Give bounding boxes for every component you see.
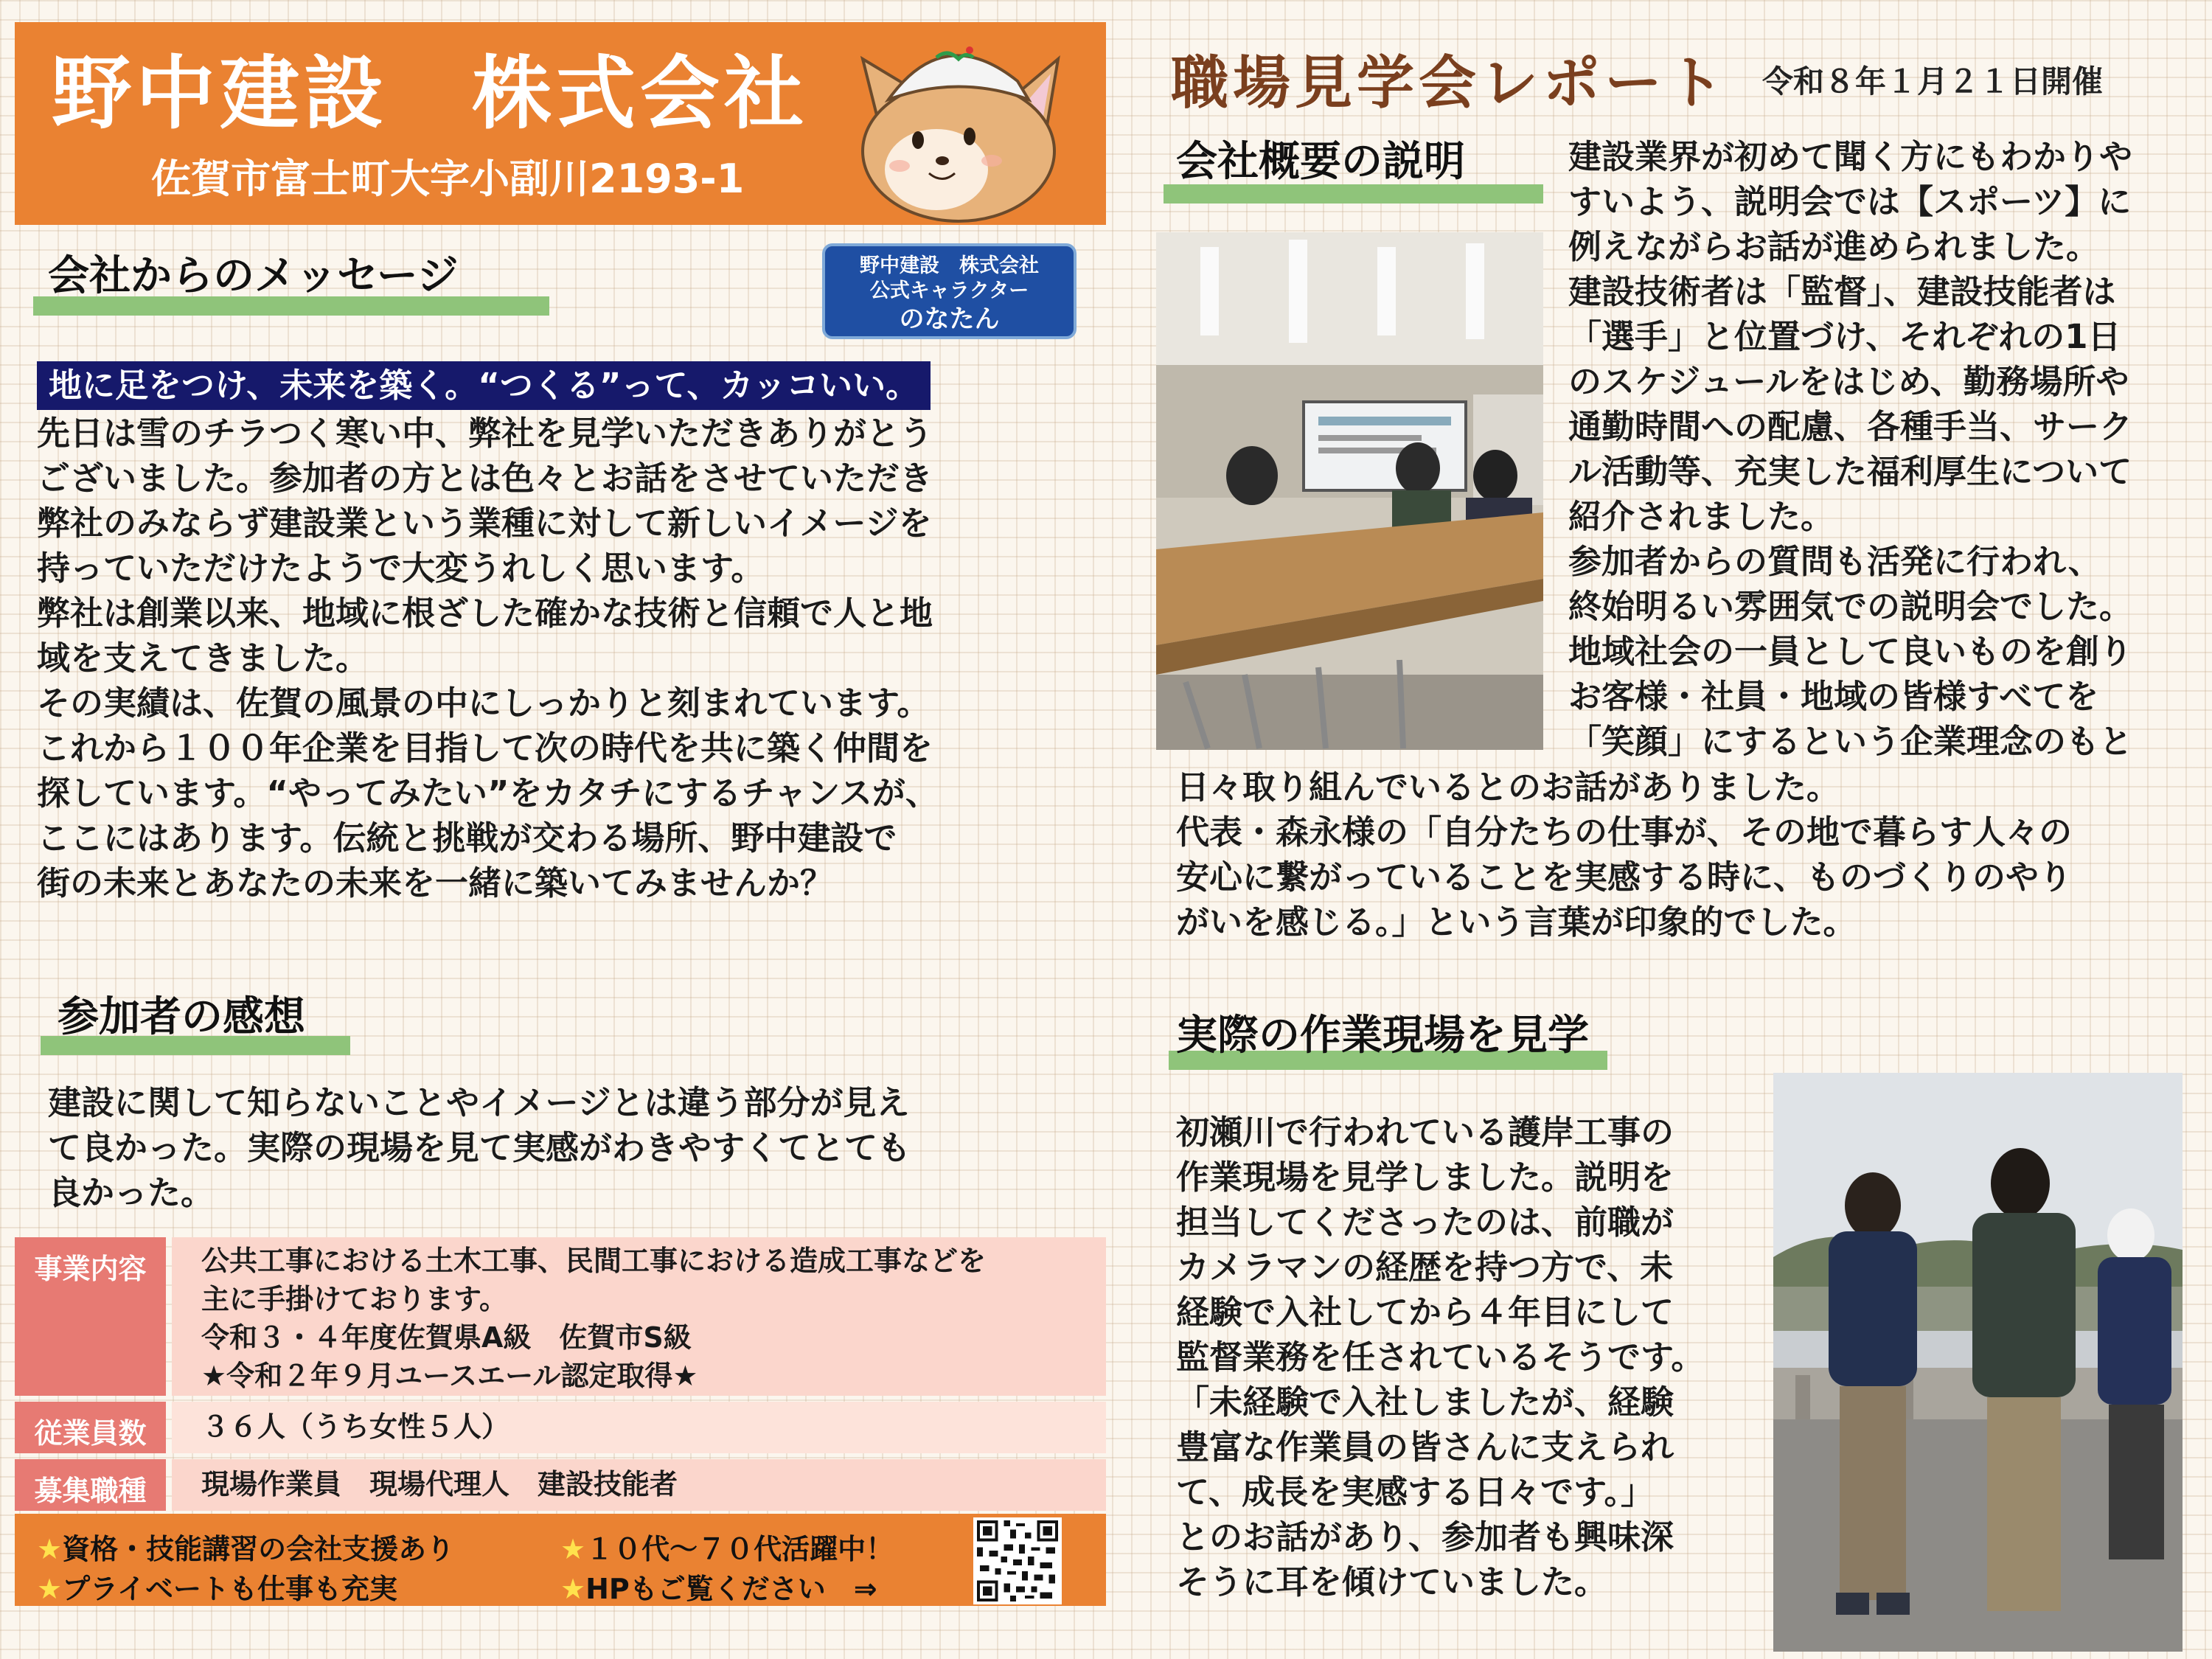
- business-line: ★令和２年９月ユースエール認定取得★: [201, 1360, 698, 1392]
- business-line: 令和３・４年度佐賀県A級 佐賀市S級: [201, 1321, 692, 1354]
- mascot-name: のなたん: [899, 305, 1000, 334]
- impression-line: て良かった。実際の現場を見て実感がわきやすくてとても: [48, 1128, 911, 1167]
- message-line: 先日は雪のチラつく寒い中、弊社を見学いただきありがとう: [37, 414, 933, 453]
- highlight-item: ★プライベートも仕事も充実: [37, 1573, 397, 1605]
- jobs-value: 現場作業員 現場代理人 建設技能者: [172, 1459, 1106, 1511]
- overview-line: のスケジュールをはじめ、勤務場所や: [1568, 362, 2129, 401]
- site-line: 豊富な作業員の皆さんに支えられ: [1176, 1427, 1674, 1467]
- employees-value: ３６人（うち女性５人）: [172, 1402, 1106, 1453]
- site-text: [1176, 1110, 1781, 1604]
- site-line: とのお話があり、参加者も興味深: [1176, 1517, 1674, 1557]
- overview-line: お客様・社員・地域の皆様すべてを: [1568, 677, 2099, 716]
- overview-full-text: [1176, 765, 2201, 945]
- message-body: [37, 411, 1113, 905]
- report-date: 令和８年１月２１日開催: [1762, 63, 2104, 100]
- impression-line: 良かった。: [48, 1173, 215, 1212]
- overview-line: がいを感じる。」という言葉が印象的でした。: [1176, 902, 1857, 942]
- company-address: 佐賀市富士町大字小副川2193-1: [151, 156, 745, 202]
- site-line: 担当してくださったのは、前職が: [1176, 1203, 1674, 1242]
- overview-heading: 会社概要の説明: [1176, 138, 1465, 186]
- star-icon: ★: [37, 1533, 63, 1565]
- overview-line: 建設技術者は「監督」、建設技能者は: [1568, 272, 2116, 311]
- highlight-item: ★１０代～７０代活躍中！: [560, 1533, 894, 1565]
- message-line: 弊社は創業以来、地域に根ざした確かな技術と信頼で人と地: [37, 594, 933, 633]
- site-line: て、成長を実感する日々です。」: [1176, 1472, 1655, 1512]
- message-line: ここにはあります。伝統と挑戦が交わる場所、野中建設で: [37, 818, 897, 858]
- star-icon: ★: [37, 1573, 63, 1605]
- message-line: 持っていただけたようで大変うれしく思います。: [37, 549, 765, 588]
- overview-line: 「笑顔」にするという企業理念のもと: [1568, 722, 2133, 761]
- site-line: そうに耳を傾けていました。: [1176, 1562, 1608, 1601]
- company-info-table: [15, 1237, 1106, 1517]
- homepage-link[interactable]: ★HPもご覧ください ⇒: [560, 1573, 877, 1605]
- highlight-item: ★資格・技能講習の会社支援あり: [37, 1533, 455, 1565]
- message-line: 探しています。“やってみたい”をカタチにするチャンスが、: [37, 773, 939, 813]
- employees-label: 従業員数: [15, 1402, 166, 1453]
- business-label: 事業内容: [15, 1237, 166, 1396]
- message-line: これから１００年企業を目指して次の時代を共に築く仲間を: [37, 728, 933, 768]
- info-row-business: [15, 1237, 1106, 1396]
- star-icon: ★: [560, 1573, 586, 1605]
- report-title: 職場見学会レポート: [1171, 50, 1729, 116]
- site-heading: 実際の作業現場を見学: [1176, 1012, 1589, 1060]
- message-heading: 会社からのメッセージ: [48, 252, 459, 300]
- business-line: 公共工事における土木工事、民間工事における造成工事などを: [201, 1245, 987, 1277]
- overview-line: 例えながらお話が進められました。: [1568, 227, 2100, 266]
- impressions-heading: 参加者の感想: [58, 993, 305, 1041]
- info-row-employees: [15, 1402, 1106, 1453]
- mascot-illustration: [848, 29, 1069, 225]
- overview-line: 紹介されました。: [1568, 497, 1834, 536]
- overview-line: 日々取り組んでいるとのお話がありました。: [1176, 768, 1840, 807]
- message-line: ございました。参加者の方とは色々とお話をさせていただき: [37, 459, 933, 498]
- business-line: 主に手掛けております。: [201, 1283, 507, 1315]
- star-icon: ★: [560, 1533, 586, 1565]
- overview-line: 参加者からの質問も活発に行われ、: [1568, 542, 2101, 581]
- overview-line: 安心に繋がっていることを実感する時に、ものづくりのやり: [1176, 858, 2073, 897]
- jobs-label: 募集職種: [15, 1459, 166, 1511]
- overview-line: すいよう、説明会では【スポーツ】に: [1568, 182, 2132, 221]
- message-line: 街の未来とあなたの未来を一緒に築いてみませんか？: [37, 863, 834, 902]
- message-line: 域を支えてきました。: [37, 639, 369, 678]
- mascot-badge-company: 野中建設 株式会社: [860, 254, 1039, 277]
- overview-line: 建設業界が初めて聞く方にもわかりや: [1568, 137, 2133, 176]
- impression-line: 建設に関して知らないことやイメージとは違う部分が見え: [48, 1083, 910, 1122]
- info-row-jobs: [15, 1459, 1106, 1511]
- qr-code-icon[interactable]: [973, 1517, 1062, 1604]
- overview-line: 通勤時間への配慮、各種手当、サーク: [1568, 407, 2133, 446]
- message-line: 弊社のみならず建設業という業種に対して新しいイメージを: [37, 504, 932, 543]
- business-value: [172, 1237, 1106, 1396]
- site-line: 作業現場を見学しました。説明を: [1176, 1158, 1674, 1197]
- overview-side-text: [1568, 134, 2202, 764]
- overview-line: 地域社会の一員として良いものを創り: [1568, 632, 2133, 671]
- impressions-body: [48, 1080, 1102, 1215]
- worksite-photo: [1773, 1073, 2183, 1652]
- site-line: カメラマンの経歴を持つ方で、未: [1176, 1248, 1674, 1287]
- site-line: 監督業務を任されているそうです。: [1176, 1338, 1705, 1377]
- site-line: 「未経験で入社しましたが、経験: [1176, 1382, 1674, 1422]
- overview-line: 終始明るい雰囲気での説明会でした。: [1568, 587, 2133, 626]
- overview-line: 代表・森永様の「自分たちの仕事が、その地で暮らす人々の: [1176, 813, 2073, 852]
- message-line: その実績は、佐賀の風景の中にしっかりと刻まれています。: [37, 684, 931, 723]
- mascot-badge: [822, 243, 1077, 339]
- overview-line: ル活動等、充実した福利厚生について: [1568, 452, 2132, 491]
- overview-line: 「選手」と位置づけ、それぞれの1日: [1568, 317, 2121, 356]
- mascot-badge-role: 公式キャラクター: [869, 279, 1029, 302]
- slogan: 地に足をつけ、未来を築く。“つくる”って、カッコいい。: [37, 361, 931, 410]
- site-line: 経験で入社してから４年目にして: [1176, 1293, 1674, 1332]
- seminar-photo: [1156, 232, 1543, 750]
- site-line: 初瀬川で行われている護岸工事の: [1176, 1113, 1674, 1152]
- company-name: 野中建設 株式会社: [52, 48, 809, 140]
